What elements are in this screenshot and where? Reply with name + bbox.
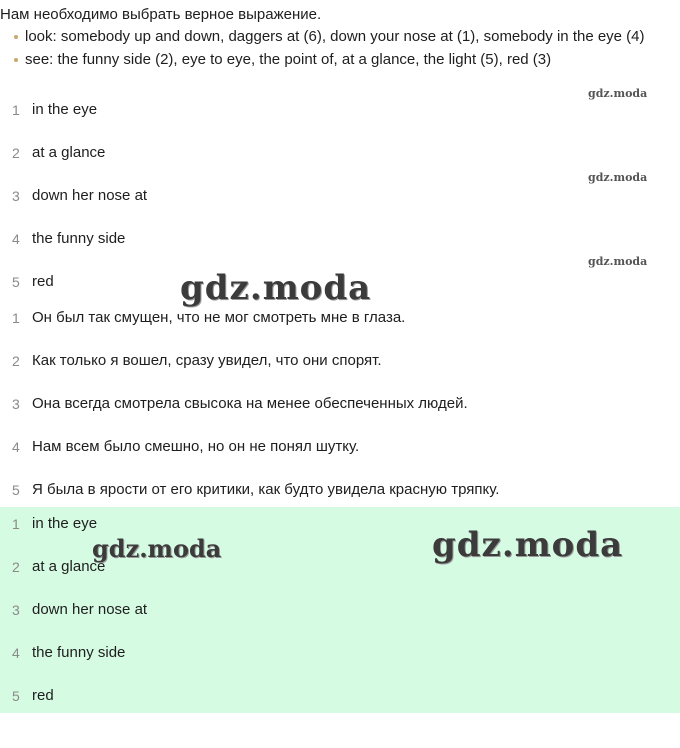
watermark-logo: gdz.moda: [180, 268, 372, 308]
item-number: 5: [12, 274, 20, 290]
watermark-logo: gdz.moda: [92, 534, 222, 563]
watermark-logo: gdz.moda: [432, 525, 624, 565]
item-text: Нам всем было смешно, но он не понял шутку.: [32, 438, 360, 455]
item-number: 4: [12, 439, 20, 455]
item-text: red: [32, 273, 54, 290]
watermark-logo: gdz.moda: [588, 255, 648, 268]
item-number: 2: [12, 559, 20, 575]
item-text: Я была в ярости от его критики, как будто увидела красную тряпку.: [32, 481, 500, 498]
item-number: 2: [12, 353, 20, 369]
item-text: down her nose at: [32, 187, 148, 204]
bullet-list: [14, 27, 678, 73]
item-text: Он был так смущен, что не мог смотреть мне в глаза.: [32, 309, 406, 326]
watermark-logo: gdz.moda: [588, 171, 648, 184]
intro-text: Нам необходимо выбрать верное выражение.: [0, 6, 322, 23]
item-number: 2: [12, 145, 20, 161]
bullet-dot-icon: [14, 58, 18, 62]
item-number: 1: [12, 516, 20, 532]
item-text: at a glance: [32, 144, 106, 161]
item-text: down her nose at: [32, 601, 148, 618]
item-text: the funny side: [32, 644, 126, 661]
item-text: Она всегда смотрела свысока на менее обеспеченных людей.: [32, 395, 468, 412]
item-number: 5: [12, 688, 20, 704]
item-number: 3: [12, 396, 20, 412]
item-text: in the eye: [32, 101, 98, 118]
item-text: at a glance: [32, 558, 106, 575]
item-number: 4: [12, 231, 20, 247]
bullet-item-see: [14, 50, 678, 69]
item-text: the funny side: [32, 230, 126, 247]
bullet-dot-icon: [14, 35, 18, 39]
item-number: 3: [12, 188, 20, 204]
item-number: 4: [12, 645, 20, 661]
item-text: red: [32, 687, 54, 704]
item-number: 5: [12, 482, 20, 498]
item-number: 3: [12, 602, 20, 618]
bullet-item-look: [14, 27, 678, 46]
bullet-text: look: somebody up and down, daggers at (6), down your nose at (1), somebody in the eye (4): [25, 28, 645, 45]
item-number: 1: [12, 310, 20, 326]
watermark-logo: gdz.moda: [588, 87, 648, 100]
item-number: 1: [12, 102, 20, 118]
bullet-text: see: the funny side (2), eye to eye, the point of, at a glance, the light (5), red (3): [25, 51, 552, 68]
item-text: Как только я вошел, сразу увидел, что они спорят.: [32, 352, 382, 369]
item-text: in the eye: [32, 515, 98, 532]
